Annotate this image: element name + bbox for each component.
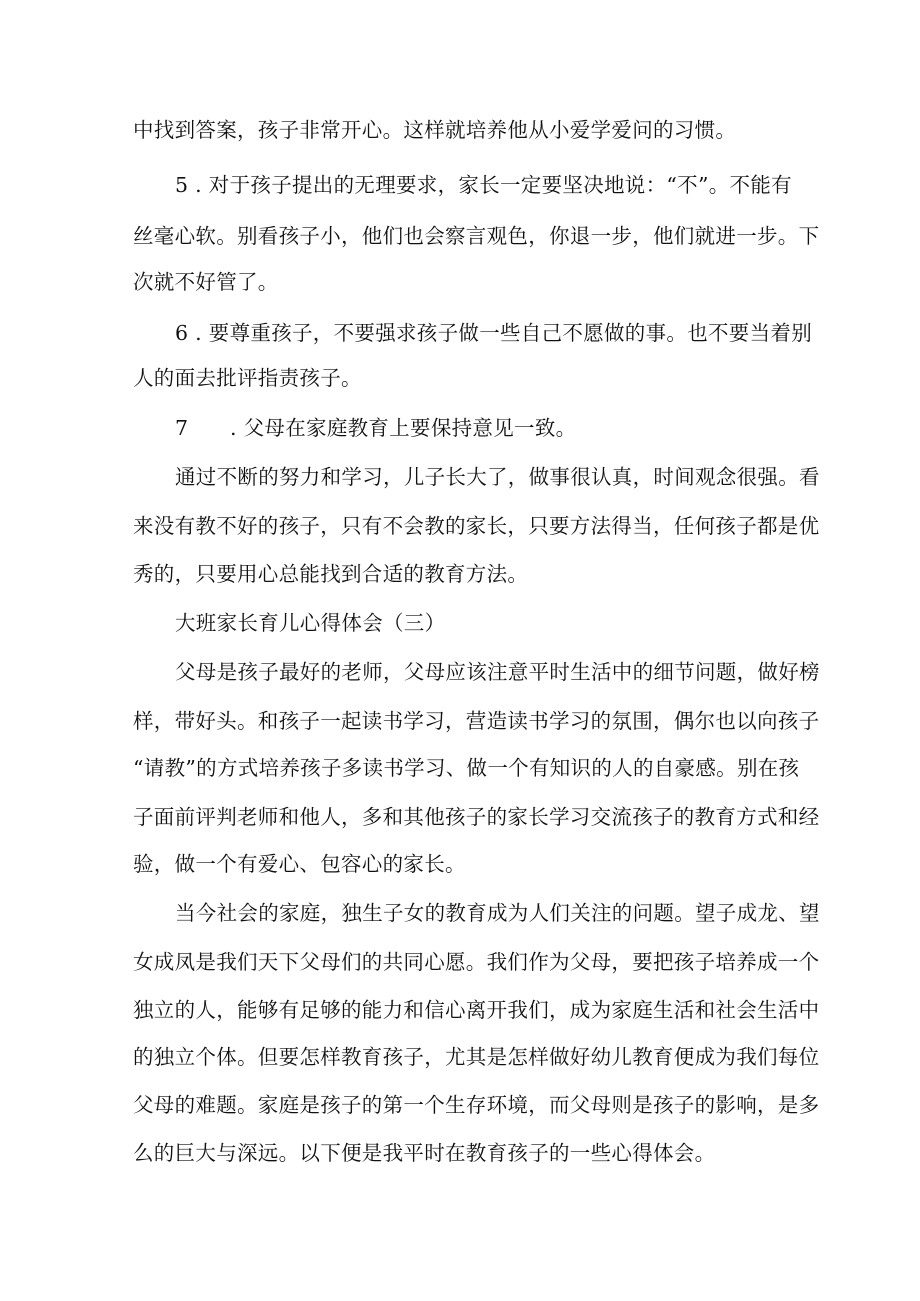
list-item-5-line: 丝毫心软。别看孩子小，他们也会察言观色，你退一步，他们就进一步。下 (133, 224, 820, 248)
paragraph-line: 么的巨大与深远。以下便是我平时在教育孩子的一些心得体会。 (133, 1141, 716, 1165)
list-item-6-line: 6 . 要尊重孩子，不要强求孩子做一些自己不愿做的事。也不要当着别 (175, 321, 812, 345)
paragraph-line: 父母是孩子最好的老师，父母应该注意平时生活中的细节问题，做好榜 (175, 660, 820, 684)
paragraph-line: 验，做一个有爱心、包容心的家长。 (133, 852, 466, 876)
paragraph-line: “请教”的方式培养孩子多读书学习、做一个有知识的人的自豪感。别在孩 (133, 756, 800, 780)
paragraph-line: 父母的难题。家庭是孩子的第一个生存环境，而父母则是孩子的影响，是多 (133, 1093, 820, 1117)
section-heading: 大班家长育儿心得体会（三） (175, 611, 446, 635)
paragraph-line: 的独立个体。但要怎样教育孩子，尤其是怎样做好幼儿教育便成为我们每位 (133, 1045, 820, 1069)
paragraph-line: 女成凤是我们天下父母们的共同心愿。我们作为父母，要把孩子培养成一个 (133, 950, 820, 974)
paragraph-line: 通过不断的努力和学习，儿子长大了，做事很认真，时间观念很强。看 (175, 465, 820, 489)
list-item-7-number: 7 (175, 416, 189, 440)
paragraph-line: 来没有教不好的孩子，只有不会教的家长，只要方法得当，任何孩子都是优 (133, 514, 820, 538)
paragraph-line: 当今社会的家庭，独生子女的教育成为人们关注的问题。望子成龙、望 (175, 901, 820, 925)
list-item-5-line: 5 . 对于孩子提出的无理要求，家长一定要坚决地说：“不”。不能有 (175, 173, 792, 197)
paragraph-line: 独立的人，能够有足够的能力和信心离开我们，成为家庭生活和社会生活中 (133, 998, 820, 1022)
paragraph-line: 中找到答案，孩子非常开心。这样就培养他从小爱学爱问的习惯。 (133, 118, 737, 142)
list-item-6-line: 人的面去批评指责孩子。 (133, 366, 362, 390)
paragraph-line: 秀的，只要用心总能找到合适的教育方法。 (133, 562, 529, 586)
paragraph-line: 样，带好头。和孩子一起读书学习，营造读书学习的氛围，偶尔也以向孩子 (133, 709, 820, 733)
paragraph-line: 子面前评判老师和他人，多和其他孩子的家长学习交流孩子的教育方式和经 (133, 805, 820, 829)
list-item-5-line: 次就不好管了。 (133, 270, 279, 294)
list-item-7-text: . 父母在家庭教育上要保持意见一致。 (230, 416, 577, 440)
